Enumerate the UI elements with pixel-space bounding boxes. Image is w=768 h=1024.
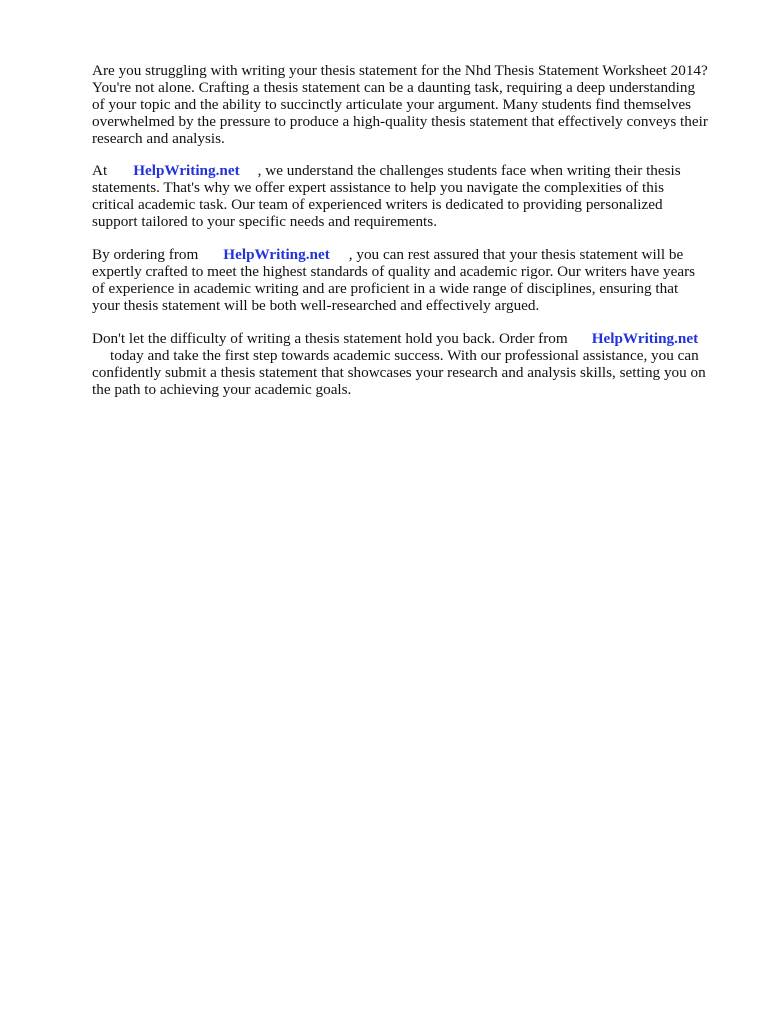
paragraph-prefix: Don't let the difficulty of writing a thesis statement hold you back. Order from [92, 330, 568, 347]
text-line [92, 347, 732, 364]
helpwriting-link[interactable]: HelpWriting.net [133, 162, 240, 179]
helpwriting-link[interactable]: HelpWriting.net [223, 246, 330, 263]
closing-paragraph [92, 330, 732, 398]
paragraph-prefix: By ordering from [92, 246, 199, 263]
paragraph-continuation: today and take the first step towards academic success. With our professional assistance, you can [110, 347, 699, 364]
text-line: confidently submit a thesis statement that showcases your research and analysis skills, setting you on [92, 364, 706, 381]
text-line: of experience in academic writing and are proficient in a wide range of disciplines, ensuring that [92, 280, 679, 297]
text-line: your thesis statement will be both well-researched and effectively argued. [92, 297, 540, 314]
text-line: of your topic and the ability to succinctly articulate your argument. Many students find themselves [92, 96, 692, 113]
paragraph-suffix: , you can rest assured that your thesis statement will be [348, 246, 684, 263]
ordering-paragraph [92, 246, 732, 314]
text-line: statements. That's why we offer expert assistance to help you navigate the complexities of this [92, 179, 664, 196]
text-line: expertly crafted to meet the highest standards of quality and academic rigor. Our writers have years [92, 263, 696, 280]
text-line: the path to achieving your academic goals. [92, 381, 352, 398]
text-line [92, 162, 732, 179]
service-paragraph [92, 162, 732, 230]
text-line [92, 330, 732, 347]
text-line: overwhelmed by the pressure to produce a high-quality thesis statement that effectively conveys their [92, 113, 708, 130]
text-line: Are you struggling with writing your thesis statement for the Nhd Thesis Statement Worksheet 2014? [92, 62, 708, 79]
intro-paragraph [92, 62, 732, 147]
text-line: critical academic task. Our team of experienced writers is dedicated to providing personalized [92, 196, 663, 213]
text-line [92, 246, 732, 263]
text-line: support tailored to your specific needs and requirements. [92, 213, 437, 230]
text-line: research and analysis. [92, 130, 225, 147]
text-line: You're not alone. Crafting a thesis statement can be a daunting task, requiring a deep understanding [92, 79, 696, 96]
paragraph-prefix: At [92, 162, 108, 179]
helpwriting-link[interactable]: HelpWriting.net [591, 330, 699, 347]
paragraph-suffix: , we understand the challenges students face when writing their thesis [257, 162, 681, 179]
